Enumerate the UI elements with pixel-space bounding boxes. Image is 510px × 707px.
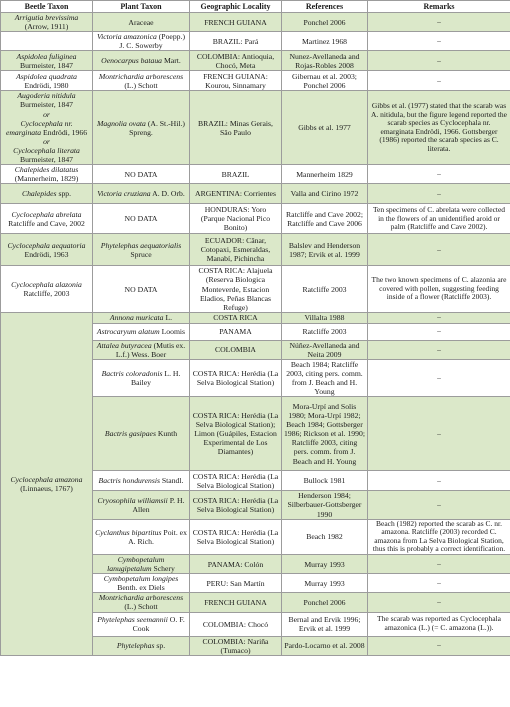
- beetle-taxon-author: (Linnaeus, 1767): [20, 483, 73, 493]
- geographic-locality-cell: COLOMBIA: Antioquia, Chocó, Meta: [190, 51, 282, 71]
- plant-taxon-author: Loomis: [161, 327, 186, 337]
- geographic-locality-cell: COSTA RICA: [190, 312, 282, 323]
- beetle-taxon-cell-merged: [1, 312, 93, 655]
- beetle-taxon-author: Endrödi, 1966: [43, 127, 88, 137]
- plant-taxon-author: P. H. Allen: [132, 495, 185, 514]
- references-cell: Ratcliffe 2003: [282, 266, 368, 312]
- plant-taxon-name: Cymbopetalum lanugipetalum: [107, 555, 165, 574]
- beetle-taxon-name: Cyclocephala literata: [13, 145, 80, 155]
- remarks-cell: –: [368, 51, 510, 71]
- plant-taxon-name: Attalea butyracea: [96, 340, 152, 350]
- references-cell: Beach 1984; Ratcliffe 2003, citing pers. comm. from J. Beach and H. Young: [282, 359, 368, 396]
- beetle-taxon-cell: [1, 51, 93, 71]
- plant-taxon-cell: [93, 359, 190, 396]
- geographic-locality-cell: COLOMBIA: Nariña (Tumaco): [190, 636, 282, 655]
- plant-taxon-cell: [93, 71, 190, 91]
- header-remarks: Remarks: [368, 1, 510, 13]
- beetle-taxon-name: Cyclocephala nr. emarginata: [5, 118, 73, 137]
- geographic-locality-cell: BRAZIL: [190, 165, 282, 184]
- remarks-cell: –: [368, 32, 510, 51]
- beetle-taxon-cell: [1, 91, 93, 165]
- plant-taxon-name: Montrichardia arborescens: [98, 71, 184, 81]
- references-cell: Gibernau et al. 2003; Ponchel 2006: [282, 71, 368, 91]
- geographic-locality-cell: COSTA RICA: Alajuela (Reserva Biologica Monteverde, Estacion Eladios, Peñas Blancas Refuge): [190, 266, 282, 312]
- plant-taxon-cell: [93, 519, 190, 554]
- beetle-taxon-author: spp.: [58, 189, 72, 199]
- plant-taxon-author: Standl.: [161, 476, 184, 486]
- plant-taxon-author: NO DATA: [124, 284, 158, 294]
- table-body: [1, 13, 510, 656]
- geographic-locality-cell: COLOMBIA: [190, 340, 282, 359]
- table-row: [1, 13, 510, 32]
- plant-taxon-author: (A. St.-Hil.) Spreng.: [129, 118, 185, 137]
- geographic-locality-cell: HONDURAS: Yoro (Parque Nacional Pico Bonito): [190, 204, 282, 234]
- remarks-cell: –: [368, 359, 510, 396]
- plant-taxon-cell: [93, 323, 190, 340]
- plant-taxon-author: Poit. ex A. Rich.: [128, 527, 187, 546]
- plant-taxon-cell: [93, 491, 190, 519]
- geographic-locality-cell: PANAMA: [190, 323, 282, 340]
- references-cell: Beach 1982: [282, 519, 368, 554]
- references-cell: Murray 1993: [282, 574, 368, 593]
- geographic-locality-cell: ARGENTINA: Corrientes: [190, 184, 282, 204]
- plant-taxon-cell: [93, 184, 190, 204]
- header-beetle-taxon: Beetle Taxon: [1, 1, 93, 13]
- geographic-locality-cell: PANAMA: Colón: [190, 555, 282, 574]
- plant-taxon-cell: [93, 612, 190, 636]
- plant-taxon-author: NO DATA: [124, 214, 158, 224]
- plant-taxon-cell: [93, 397, 190, 471]
- remarks-cell: –: [368, 71, 510, 91]
- plant-taxon-author: L.: [165, 313, 173, 323]
- plant-taxon-name: Astrocaryum alatum: [96, 327, 160, 337]
- beetle-taxon-cell: [1, 13, 93, 32]
- beetle-taxon-author: Ratcliffe and Cave, 2002: [8, 218, 85, 228]
- plant-taxon-cell: [93, 204, 190, 234]
- beetle-taxon-cell: [1, 165, 93, 184]
- table-row: [1, 184, 510, 204]
- remarks-cell: Beach (1982) reported the scarab as C. nr. amazona. Ratcliffe (2003) recorded C. amazona from La Selva Biological Station, thus this is probably a correct identification.: [368, 519, 510, 554]
- table-row: [1, 91, 510, 165]
- plant-taxon-cell: [93, 312, 190, 323]
- references-cell: Ratcliffe 2003: [282, 323, 368, 340]
- geographic-locality-cell: COSTA RICA: Herédia (La Selva Biological Station): [190, 471, 282, 491]
- beetle-taxon-author: (Arrow, 1911): [24, 22, 69, 32]
- geographic-locality-cell: FRENCH GUIANA: Kourou, Sinnamary: [190, 71, 282, 91]
- beetle-or-text: or: [43, 136, 50, 146]
- plant-taxon-cell: [93, 266, 190, 312]
- remarks-cell: The two known specimens of C. alazonia are covered with pollen, suggesting feeding inside of a flower (Ratcliffe 2003).: [368, 266, 510, 312]
- beetle-taxon-name: Arrigutia brevissima: [14, 13, 79, 22]
- beetle-taxon-name: Cyclocephala aequatoria: [7, 240, 86, 250]
- beetle-taxon-author: Burmeister, 1847: [19, 60, 74, 70]
- remarks-cell: –: [368, 491, 510, 519]
- plant-taxon-name: Bactris hondurensis: [98, 476, 160, 486]
- plant-taxon-author: sp.: [156, 641, 166, 651]
- table-row: [1, 312, 510, 323]
- plant-taxon-name: Victoria amazonica: [96, 32, 157, 42]
- geographic-locality-cell: BRAZIL: Minas Gerais, São Paulo: [190, 91, 282, 165]
- remarks-cell: –: [368, 234, 510, 266]
- remarks-cell: –: [368, 397, 510, 471]
- references-cell: Valla and Cirino 1972: [282, 184, 368, 204]
- beetle-taxon-name: Aspidolea fuliginea: [16, 51, 77, 61]
- plant-taxon-author: (L.) Schott: [124, 602, 158, 612]
- references-cell: Ratcliffe and Cave 2002; Ratcliffe and Cave 2006: [282, 204, 368, 234]
- references-cell: Murray 1993: [282, 555, 368, 574]
- geographic-locality-cell: BRAZIL: Pará: [190, 32, 282, 51]
- plant-taxon-author: Mart.: [163, 56, 181, 66]
- references-cell: Martinez 1968: [282, 32, 368, 51]
- plant-taxon-name: Cymbopetalum longipes: [103, 574, 179, 584]
- plant-taxon-author: Spruce: [130, 249, 152, 259]
- beetle-taxon-cell: [1, 184, 93, 204]
- plant-taxon-author: Araceae: [128, 17, 154, 27]
- geographic-locality-cell: FRENCH GUIANA: [190, 593, 282, 612]
- geographic-locality-cell: ECUADOR: Cãnar, Cotopaxi, Esmeraldas, Manabí, Pichincha: [190, 234, 282, 266]
- plant-taxon-name: Bactris coloradonis: [101, 369, 163, 379]
- references-cell: Henderson 1984; Silberbauer-Gottsberger 1990: [282, 491, 368, 519]
- remarks-cell: –: [368, 471, 510, 491]
- beetle-taxon-author: Burmeister, 1847: [19, 100, 74, 110]
- table-row: [1, 204, 510, 234]
- references-cell: Pardo-Locarno et al. 2008: [282, 636, 368, 655]
- plant-taxon-name: Bactris gasipaes: [104, 429, 156, 439]
- beetle-taxon-author: Ratcliffe, 2003: [23, 289, 70, 299]
- remarks-cell: –: [368, 312, 510, 323]
- remarks-cell: –: [368, 340, 510, 359]
- plant-taxon-name: Annona muricata: [109, 313, 164, 323]
- header-row: [1, 1, 510, 13]
- beetle-taxon-cell: [1, 234, 93, 266]
- remarks-cell: –: [368, 13, 510, 32]
- header-geographic-locality: Geographic Locality: [190, 1, 282, 13]
- remarks-cell: –: [368, 574, 510, 593]
- beetle-taxon-author: (Mannerheim, 1829): [14, 174, 79, 184]
- table-row: [1, 51, 510, 71]
- plant-taxon-name: Victoria cruziana: [97, 189, 151, 199]
- plant-taxon-cell: [93, 340, 190, 359]
- geographic-locality-cell: FRENCH GUIANA: [190, 13, 282, 32]
- plant-taxon-cell: [93, 593, 190, 612]
- beetle-taxon-name: Augoderia nitidula: [17, 91, 76, 101]
- beetle-taxon-cell: [1, 204, 93, 234]
- beetle-taxon-name: Chalepides dilatatus: [14, 165, 79, 175]
- remarks-cell: –: [368, 165, 510, 184]
- remarks-cell: Gibbs et al. (1977) stated that the scarab was A. nitidula, but the figure legend reported the scarab species as Cyclocephala nr. emarginata Endrödi, 1966. Gottsberger (1986) reported the scarab species as C. literata.: [368, 91, 510, 165]
- plant-taxon-name: Phytelephas seemannii: [97, 614, 168, 624]
- table-row: [1, 234, 510, 266]
- table-row: [1, 266, 510, 312]
- plant-taxon-author: (Mutis ex. L.f.) Wess. Boer: [115, 340, 186, 359]
- references-cell: Villalta 1988: [282, 312, 368, 323]
- references-cell: Gibbs et al. 1977: [282, 91, 368, 165]
- beetle-taxon-author: Burmeister, 1847: [19, 155, 74, 165]
- beetle-taxon-author: Endrödi, 1980: [24, 80, 69, 90]
- geographic-locality-cell: COSTA RICA: Herédia (La Selva Biological Station): [190, 491, 282, 519]
- plant-taxon-author: O. F. Cook: [132, 614, 185, 634]
- remarks-cell: –: [368, 184, 510, 204]
- plant-taxon-name: Cryosophila williamsii: [97, 495, 168, 505]
- references-cell: Balslev and Henderson 1987; Ervik et al. 1999: [282, 234, 368, 266]
- geographic-locality-cell: COSTA RICA: Herédia (La Selva Biological Station): [190, 519, 282, 554]
- geographic-locality-cell: COLOMBIA: Chocó: [190, 612, 282, 636]
- plant-taxon-name: Magnolia ovata: [97, 118, 146, 128]
- references-cell: Bernal and Ervik 1996; Ervik et al. 1999: [282, 612, 368, 636]
- plant-taxon-cell: [93, 32, 190, 51]
- plant-taxon-name: Montrichardia arborescens: [98, 593, 184, 603]
- header-references: References: [282, 1, 368, 13]
- plant-taxon-author: (Poepp.) J. C. Sowerby: [119, 32, 186, 51]
- table-row: [1, 71, 510, 91]
- plant-taxon-author: L. H. Bailey: [130, 369, 181, 388]
- plant-taxon-name: Phytelephas: [116, 641, 155, 651]
- plant-taxon-cell: [93, 471, 190, 491]
- remarks-cell: –: [368, 636, 510, 655]
- references-cell: Mora-Urpí and Solis 1980; Mora-Urpí 1982; Beach 1984; Gottsberger 1986; Rickson et al. 1990; Ratcliffe 2003, citing pers. comm. from J. Beach and H. Young: [282, 397, 368, 471]
- plant-taxon-cell: [93, 234, 190, 266]
- plant-taxon-author: A. D. Orb.: [152, 189, 185, 199]
- plant-taxon-name: Phytelephas aequatorialis: [100, 240, 182, 250]
- remarks-cell: The scarab was reported as Cyclocephala amazonica (L.) (= C. amazona (L.)).: [368, 612, 510, 636]
- geographic-locality-cell: PERU: San Martín: [190, 574, 282, 593]
- beetle-taxon-name: Cyclocephala amazona: [10, 474, 83, 484]
- plant-taxon-author: Schery: [153, 564, 175, 574]
- beetle-taxon-name: Cyclocephala alazonia: [11, 279, 82, 289]
- plant-taxon-author: NO DATA: [124, 169, 158, 179]
- references-cell: Núñez-Avellaneda and Neita 2009: [282, 340, 368, 359]
- plant-taxon-name: Oenocarpus bataua: [101, 56, 163, 66]
- beetle-taxon-name: Aspidolea quadrata: [16, 71, 77, 81]
- plant-taxon-cell: [93, 165, 190, 184]
- references-cell: Ponchel 2006: [282, 13, 368, 32]
- geographic-locality-cell: COSTA RICA: Herédia (La Selva Biological Station); Limon (Guápiles, Estacion Experimental de Los Diamantes): [190, 397, 282, 471]
- plant-taxon-name: Cyclanthus bipartitus: [95, 527, 162, 537]
- beetle-taxon-cell: [1, 266, 93, 312]
- plant-taxon-author: Kunth: [157, 429, 178, 439]
- remarks-cell: –: [368, 593, 510, 612]
- beetle-or-text: or: [43, 109, 50, 119]
- beetle-taxon-name: Cyclocephala abrelata: [11, 209, 82, 219]
- plant-taxon-author: (L.) Schott: [124, 80, 158, 90]
- beetle-taxon-name: Chalepides: [21, 189, 57, 199]
- references-cell: Ponchel 2006: [282, 593, 368, 612]
- references-cell: Nunez-Avellaneda and Rojas-Robles 2008: [282, 51, 368, 71]
- remarks-cell: Ten specimens of C. abrelata were collected in the flowers of an unidentified aroid or palm (Ratcliffe and Cave 2002).: [368, 204, 510, 234]
- geographic-locality-cell: COSTA RICA: Herédia (La Selva Biological Station): [190, 359, 282, 396]
- plant-taxon-cell: [93, 91, 190, 165]
- plant-taxon-cell: [93, 574, 190, 593]
- beetle-taxon-author: Endrödi, 1963: [24, 249, 69, 259]
- plant-taxon-cell: [93, 13, 190, 32]
- remarks-cell: –: [368, 555, 510, 574]
- plant-taxon-author: Benth. ex Diels: [117, 583, 165, 593]
- plant-taxon-cell: [93, 636, 190, 655]
- table-row: [1, 32, 510, 51]
- plant-taxon-cell: [93, 555, 190, 574]
- header-plant-taxon: Plant Taxon: [93, 1, 190, 13]
- remarks-cell: –: [368, 323, 510, 340]
- references-cell: Mannerheim 1829: [282, 165, 368, 184]
- table-row: [1, 165, 510, 184]
- beetle-taxon-cell: [1, 32, 93, 51]
- references-cell: Bullock 1981: [282, 471, 368, 491]
- plant-taxon-cell: [93, 51, 190, 71]
- beetle-taxon-cell: [1, 71, 93, 91]
